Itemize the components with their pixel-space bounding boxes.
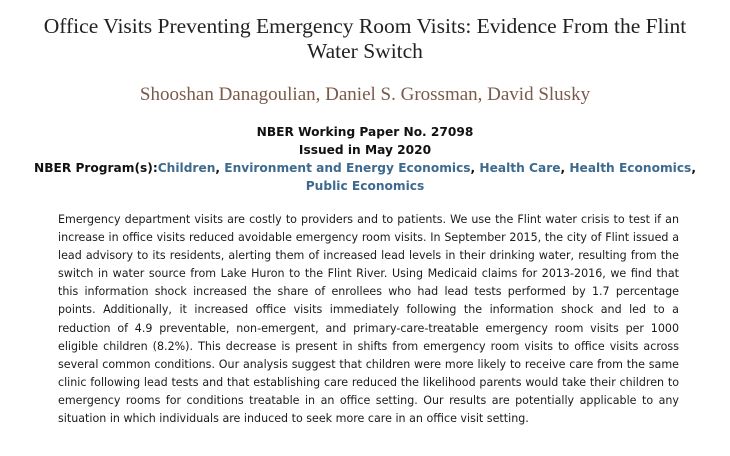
program-separator: , — [470, 161, 480, 175]
paper-title-line-2: Water Switch — [307, 39, 423, 63]
program-separator: , — [560, 161, 570, 175]
paper-authors: Shooshan Danagoulian, Daniel S. Grossman, David Slusky — [139, 84, 591, 105]
programs-label: NBER Program(s): — [34, 161, 158, 175]
paper-title — [15, 14, 715, 64]
paper-abstract: Emergency department visits are costly to providers and to patients. We use the Flint water crisis to test if an increase in office visits reduced avoidable emergency room visits. In September 2015, the city of Flint issued a lead advisory to its residents, alerting them of increased lead levels in their drinking water, resulting from the switch in water source from Lake Huron to the Flint River. Using Medicaid claims for 2013-2016, we find that this information shock increased the share of enrollees who had lead tests performed by 1.7 percentage points. Additionally, it increased office visits immediately following the information shock and led to a reduction of 4.9 preventable, non-emergent, and primary-care-treatable emergency room visits per 1000 eligible children (8.2%). This decrease is present in shifts from emergency room visits to office visits across several common conditions. Our analysis suggest that children were more likely to receive care from the same clinic following lead tests and that establishing care reduced the likelihood parents would take their children to emergency rooms for conditions treatable in an office setting. Our results are potentially applicable to any situation in which individuals are induced to seek more care in an office visit setting. — [58, 213, 679, 426]
program-link-health-care[interactable]: Health Care — [479, 161, 561, 175]
program-link-health-economics[interactable]: Health Economics — [569, 161, 692, 175]
nber-programs — [25, 159, 705, 195]
program-link-public-economics[interactable]: Public Economics — [305, 179, 425, 193]
program-separator: , — [691, 161, 696, 175]
program-separator: , — [215, 161, 225, 175]
program-link-environment-energy[interactable]: Environment and Energy Economics — [224, 161, 471, 175]
issue-date: Issued in May 2020 — [298, 143, 432, 157]
paper-title-line-1: Office Visits Preventing Emergency Room Visits: Evidence From the Flint — [43, 14, 687, 38]
program-link-children[interactable]: Children — [157, 161, 216, 175]
working-paper-number: NBER Working Paper No. 27098 — [256, 125, 474, 139]
